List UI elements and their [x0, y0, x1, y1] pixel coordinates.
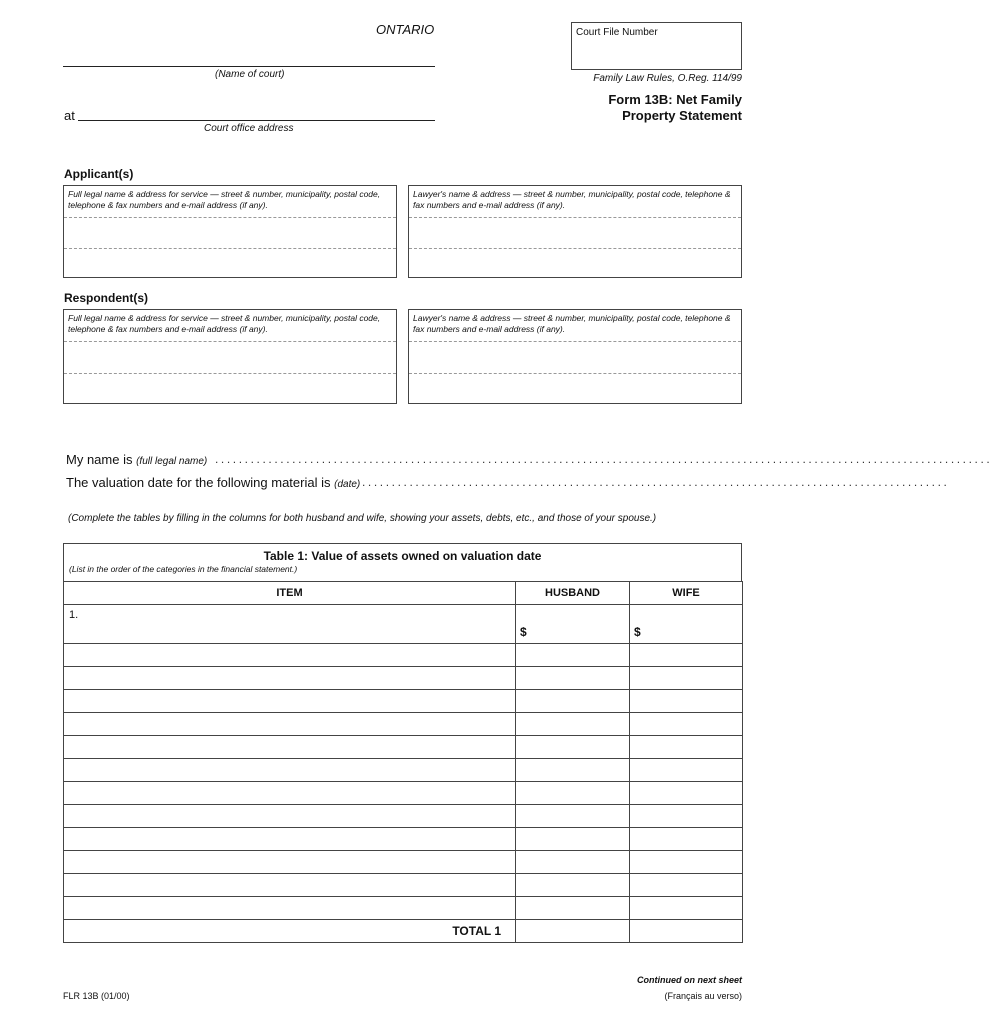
- husband-cell[interactable]: [516, 851, 630, 874]
- table-row: [64, 667, 743, 690]
- item-cell[interactable]: [64, 736, 516, 759]
- assets-table: [63, 581, 743, 943]
- table-row: [64, 874, 743, 897]
- wife-cell[interactable]: [630, 897, 743, 920]
- applicant-party-box[interactable]: [63, 185, 397, 278]
- wife-cell[interactable]: [630, 644, 743, 667]
- wife-cell[interactable]: [630, 805, 743, 828]
- applicant-party-label: Full legal name & address for service — street & number, municipality, postal code, telephone & fax numbers and e-mail address (if any).: [68, 189, 381, 210]
- item-cell[interactable]: [64, 713, 516, 736]
- respondent-party-box[interactable]: [63, 309, 397, 404]
- divider: [64, 341, 396, 342]
- table-row: [64, 782, 743, 805]
- table-row: [64, 736, 743, 759]
- respondent-party-label: Full legal name & address for service — street & number, municipality, postal code, telephone & fax numbers and e-mail address (if any).: [68, 313, 381, 334]
- item-cell[interactable]: [64, 897, 516, 920]
- applicants-heading: Applicant(s): [64, 167, 134, 181]
- item-cell[interactable]: [64, 874, 516, 897]
- table-row: [64, 690, 743, 713]
- respondent-lawyer-box[interactable]: [408, 309, 742, 404]
- total-label-cell: [64, 920, 516, 943]
- french-note: (Français au verso): [664, 991, 742, 1001]
- applicant-lawyer-label: Lawyer's name & address — street & number, municipality, postal code, telephone & fax numbers and e-mail address (if any).: [413, 189, 731, 210]
- court-file-number-label: Court File Number: [576, 27, 658, 38]
- husband-cell[interactable]: [516, 782, 630, 805]
- form-title: [608, 92, 742, 124]
- dollar-sign: $: [634, 625, 641, 639]
- item-cell[interactable]: [64, 759, 516, 782]
- table-row: [64, 713, 743, 736]
- table-row: [64, 805, 743, 828]
- item-cell[interactable]: [64, 605, 516, 644]
- item-cell[interactable]: [64, 805, 516, 828]
- total-row: [64, 920, 743, 943]
- respondents-heading: Respondent(s): [64, 291, 148, 305]
- divider: [409, 341, 741, 342]
- item-cell[interactable]: [64, 690, 516, 713]
- item-cell[interactable]: [64, 644, 516, 667]
- form-title-second: Property Statement: [622, 108, 742, 123]
- table-row: [64, 644, 743, 667]
- wife-cell[interactable]: [630, 874, 743, 897]
- at-label: at: [64, 108, 75, 123]
- court-office-address-line: [78, 120, 435, 121]
- table-row: [64, 897, 743, 920]
- husband-cell[interactable]: [516, 690, 630, 713]
- my-name-label: My name is: [66, 452, 133, 467]
- wife-cell[interactable]: [630, 782, 743, 805]
- husband-cell[interactable]: [516, 828, 630, 851]
- item-column-header: ITEM: [64, 582, 516, 605]
- husband-cell[interactable]: [516, 897, 630, 920]
- applicant-lawyer-box[interactable]: [408, 185, 742, 278]
- item-cell[interactable]: [64, 828, 516, 851]
- court-office-caption: Court office address: [204, 123, 294, 134]
- province-label: ONTARIO: [376, 22, 435, 37]
- husband-cell[interactable]: [516, 805, 630, 828]
- husband-cell[interactable]: [516, 605, 630, 644]
- divider: [64, 217, 396, 218]
- dollar-sign: $: [520, 625, 527, 639]
- wife-cell[interactable]: [630, 759, 743, 782]
- valuation-date-field[interactable]: ...................................................................................................: [362, 475, 950, 489]
- table1-title: Table 1: Value of assets owned on valuation date: [263, 549, 542, 563]
- divider: [64, 248, 396, 249]
- court-name-line: [63, 66, 435, 67]
- husband-cell[interactable]: [516, 644, 630, 667]
- valuation-date-label: The valuation date for the following material is: [66, 475, 331, 490]
- court-file-number-box[interactable]: [571, 22, 742, 70]
- wife-cell[interactable]: [630, 667, 743, 690]
- my-name-line: [66, 452, 207, 467]
- full-legal-name-hint: (full legal name): [136, 456, 208, 467]
- divider: [64, 373, 396, 374]
- form-title-first: Form 13B: Net Family: [608, 92, 742, 107]
- husband-cell[interactable]: [516, 713, 630, 736]
- table1-subtitle: (List in the order of the categories in the financial statement.): [69, 564, 298, 574]
- item-cell[interactable]: [64, 851, 516, 874]
- wife-cell[interactable]: [630, 605, 743, 644]
- full-legal-name-field[interactable]: ...................................................................................................................................: [215, 452, 992, 466]
- wife-column-header: WIFE: [630, 582, 743, 605]
- rules-reference: Family Law Rules, O.Reg. 114/99: [593, 73, 742, 84]
- court-name-caption: (Name of court): [215, 69, 285, 80]
- table-row: [64, 759, 743, 782]
- divider: [409, 373, 741, 374]
- item-number: 1.: [69, 609, 79, 621]
- husband-total-cell[interactable]: [516, 920, 630, 943]
- instruction-text: (Complete the tables by filling in the columns for both husband and wife, showing your assets, debts, etc., and those of your spouse.): [68, 513, 657, 524]
- form-code: FLR 13B (01/00): [63, 991, 130, 1001]
- husband-cell[interactable]: [516, 759, 630, 782]
- wife-total-cell[interactable]: [630, 920, 743, 943]
- wife-cell[interactable]: [630, 851, 743, 874]
- table-row: [64, 828, 743, 851]
- husband-cell[interactable]: [516, 736, 630, 759]
- wife-cell[interactable]: [630, 690, 743, 713]
- husband-cell[interactable]: [516, 667, 630, 690]
- wife-cell[interactable]: [630, 736, 743, 759]
- table1-header: [63, 543, 742, 582]
- wife-cell[interactable]: [630, 828, 743, 851]
- husband-column-header: HUSBAND: [516, 582, 630, 605]
- respondent-lawyer-label: Lawyer's name & address — street & number, municipality, postal code, telephone & fax numbers and e-mail address (if any).: [413, 313, 731, 334]
- valuation-date-line: [66, 475, 360, 490]
- husband-cell[interactable]: [516, 874, 630, 897]
- table-row: [64, 851, 743, 874]
- divider: [409, 217, 741, 218]
- total-label: TOTAL 1: [452, 924, 501, 938]
- item-cell[interactable]: [64, 782, 516, 805]
- divider: [409, 248, 741, 249]
- continued-note: Continued on next sheet: [636, 975, 742, 985]
- wife-cell[interactable]: [630, 713, 743, 736]
- item-cell[interactable]: [64, 667, 516, 690]
- date-hint: (date): [334, 479, 361, 490]
